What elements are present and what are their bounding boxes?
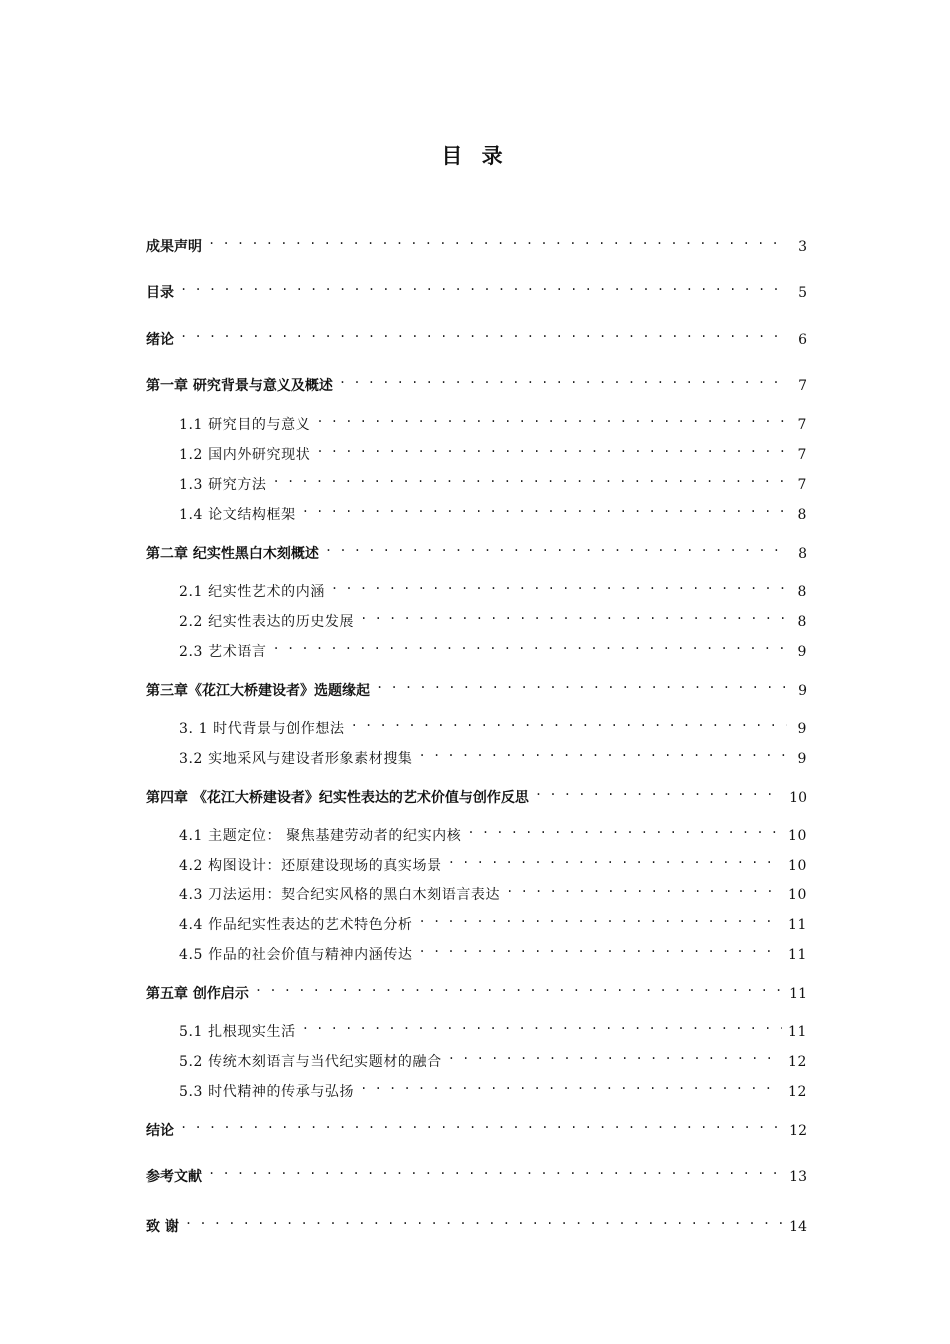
- toc-leader-dots: [360, 1074, 782, 1096]
- toc-entry-text: 成果声明: [146, 239, 202, 255]
- toc-page-number: 6: [798, 332, 807, 348]
- toc-entry-text: 1.1 研究目的与意义: [179, 417, 311, 433]
- toc-entry-text: 2.1 纪实性艺术的内涵: [179, 584, 325, 600]
- toc-page-number: 10: [787, 858, 807, 874]
- toc-page-number: 7: [797, 447, 807, 463]
- toc-page-number: 12: [789, 1123, 807, 1139]
- toc-section-entry[interactable]: [179, 877, 807, 903]
- toc-leader-dots: [419, 937, 782, 959]
- toc-section-entry[interactable]: [179, 497, 807, 523]
- toc-leader-dots: [325, 536, 787, 558]
- toc-entry-text: 5.3 时代精神的传承与弘扬: [179, 1084, 355, 1100]
- toc-page-number: 8: [798, 546, 807, 562]
- toc-entry-text: 4.5 作品的社会价值与精神内涵传达: [179, 947, 413, 963]
- toc-leader-dots: [331, 574, 787, 596]
- toc-page-number: 11: [789, 986, 807, 1002]
- toc-entry-text: 2.2 纪实性表达的历史发展: [179, 614, 355, 630]
- toc-entry-text: 1.3 研究方法: [179, 477, 267, 493]
- toc-page-number: 14: [789, 1219, 807, 1235]
- toc-page-number: 9: [797, 644, 807, 660]
- toc-entry-text: 3.2 实地采风与建设者形象素材搜集: [179, 751, 413, 767]
- toc-section-entry[interactable]: [179, 741, 807, 767]
- toc-section-entry[interactable]: [179, 634, 807, 660]
- toc-page-number: 9: [797, 721, 807, 737]
- toc-entry-text: 5.2 传统木刻语言与当代纪实题材的融合: [179, 1054, 442, 1070]
- toc-section-entry[interactable]: [179, 467, 807, 493]
- toc-page-number: 10: [787, 828, 807, 844]
- toc-page-number: 9: [798, 683, 807, 699]
- toc-section-entry[interactable]: [179, 437, 807, 463]
- toc-page-number: 11: [787, 917, 807, 933]
- toc-entry-text: 目录: [146, 285, 174, 301]
- toc-page-number: 5: [798, 285, 807, 301]
- toc-entry-text: 致 谢: [146, 1219, 179, 1235]
- toc-entry-text: 第四章 《花江大桥建设者》纪实性表达的艺术价值与创作反思: [146, 790, 529, 806]
- toc-entry-text: 第五章 创作启示: [146, 986, 249, 1002]
- toc-section-entry[interactable]: [179, 407, 807, 433]
- toc-section-entry[interactable]: [179, 937, 807, 963]
- toc-page-number: 10: [789, 790, 807, 806]
- toc-leader-dots: [208, 1159, 783, 1181]
- toc-page-number: 7: [797, 417, 807, 433]
- toc-leader-dots: [419, 907, 782, 929]
- toc-page-number: 10: [787, 887, 807, 903]
- toc-entry-text: 绪论: [146, 332, 174, 348]
- toc-leader-dots: [273, 467, 787, 489]
- toc-entry-text: 5.1 扎根现实生活: [179, 1024, 296, 1040]
- toc-section-entry[interactable]: [179, 907, 807, 933]
- toc-page-number: 8: [797, 507, 807, 523]
- toc-leader-dots: [351, 711, 787, 733]
- toc-entry-text: 结论: [146, 1123, 174, 1139]
- toc-page-number: 3: [798, 239, 807, 255]
- toc-page-number: 11: [787, 1024, 807, 1040]
- toc-section-entry[interactable]: [179, 604, 807, 630]
- toc-leader-dots: [448, 848, 782, 870]
- toc-entry[interactable]: [146, 275, 807, 301]
- toc-entry-text: 2.3 艺术语言: [179, 644, 267, 660]
- toc-entry-text: 第三章《花江大桥建设者》选题缘起: [146, 683, 370, 699]
- toc-entry-text: 4.2 构图设计：还原建设现场的真实场景: [179, 858, 442, 874]
- toc-entry-text: 第二章 纪实性黑白木刻概述: [146, 546, 319, 562]
- toc-leader-dots: [376, 673, 787, 695]
- toc-chapter-entry[interactable]: [146, 780, 807, 806]
- toc-entry-text: 第一章 研究背景与意义及概述: [146, 378, 333, 394]
- toc-leader-dots: [467, 818, 782, 840]
- toc-leader-dots: [339, 368, 787, 390]
- toc-section-entry[interactable]: [179, 1044, 807, 1070]
- toc-entry-text: 4.4 作品纪实性表达的艺术特色分析: [179, 917, 413, 933]
- toc-leader-dots: [448, 1044, 782, 1066]
- toc-chapter-entry[interactable]: [146, 976, 807, 1002]
- toc-leader-dots: [535, 780, 783, 802]
- toc-entry[interactable]: [146, 322, 807, 348]
- toc-entry-text: 4.3 刀法运用：契合纪实风格的黑白木刻语言表达: [179, 887, 501, 903]
- toc-page-number: 12: [787, 1054, 807, 1070]
- toc-page-number: 7: [798, 378, 807, 394]
- toc-leader-dots: [302, 497, 787, 519]
- toc-leader-dots: [273, 634, 787, 656]
- toc-chapter-entry[interactable]: [146, 368, 807, 394]
- toc-leader-dots: [302, 1014, 782, 1036]
- toc-page-number: 12: [787, 1084, 807, 1100]
- toc-leader-dots: [180, 322, 787, 344]
- toc-entry-text: 1.4 论文结构框架: [179, 507, 296, 523]
- toc-leader-dots: [316, 437, 787, 459]
- toc-section-entry[interactable]: [179, 818, 807, 844]
- toc-entry-text: 3. 1 时代背景与创作想法: [179, 721, 345, 737]
- toc-leader-dots: [360, 604, 787, 626]
- toc-leader-dots: [255, 976, 783, 998]
- toc-entry[interactable]: [146, 229, 807, 255]
- toc-page-number: 8: [797, 614, 807, 630]
- toc-entry-text: 4.1 主题定位： 聚焦基建劳动者的纪实内核: [179, 828, 462, 844]
- toc-leader-dots: [506, 877, 782, 899]
- toc-entry-text: 1.2 国内外研究现状: [179, 447, 311, 463]
- toc-leader-dots: [180, 275, 787, 297]
- toc-page-number: 7: [797, 477, 807, 493]
- toc-page-number: 11: [787, 947, 807, 963]
- toc-leader-dots: [316, 407, 787, 429]
- toc-leader-dots: [419, 741, 787, 763]
- toc-entry[interactable]: [146, 1209, 807, 1235]
- toc-chapter-entry[interactable]: [146, 673, 807, 699]
- toc-leader-dots: [185, 1209, 783, 1231]
- toc-page-number: 8: [797, 584, 807, 600]
- toc-leader-dots: [180, 1113, 783, 1135]
- toc-page-number: 9: [797, 751, 807, 767]
- toc-entry-text: 参考文献: [146, 1169, 202, 1185]
- toc-section-entry[interactable]: [179, 1014, 807, 1040]
- toc-entry[interactable]: [146, 1113, 807, 1139]
- toc-page-number: 13: [789, 1169, 807, 1185]
- page-title: 目 录: [441, 144, 509, 168]
- toc-entry[interactable]: [146, 1159, 807, 1185]
- toc-section-entry[interactable]: [179, 711, 807, 737]
- toc-section-entry[interactable]: [179, 1074, 807, 1100]
- toc-chapter-entry[interactable]: [146, 536, 807, 562]
- toc-leader-dots: [208, 229, 787, 251]
- toc-section-entry[interactable]: [179, 574, 807, 600]
- toc-section-entry[interactable]: [179, 848, 807, 874]
